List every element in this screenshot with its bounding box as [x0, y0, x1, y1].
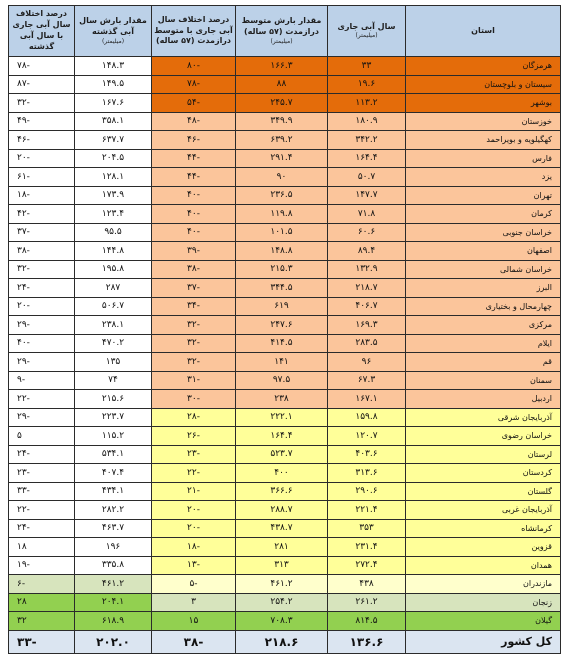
last-year-cell: ۶۱۸.۹	[75, 612, 152, 631]
longterm-cell: ۲۹۱.۴	[236, 149, 328, 168]
header-diff-vs-last-year: درصد اختلاف سال آبی جاری با سال آبی گذشته	[9, 6, 75, 57]
province-cell: گیلان	[406, 612, 561, 631]
province-cell: کهگیلویه و بویراحمد	[406, 131, 561, 150]
province-cell: خوزستان	[406, 112, 561, 131]
diff-longterm-cell: -۳۰	[152, 390, 236, 409]
last-year-cell: ۳۵۸.۱	[75, 112, 152, 131]
table-row	[9, 260, 561, 279]
last-year-cell: ۲۲۳.۷	[75, 408, 152, 427]
diff-longterm-cell: -۵	[152, 575, 236, 594]
last-year-cell: ۱۷۳.۹	[75, 186, 152, 205]
current-cell: ۱۸۰.۹	[328, 112, 406, 131]
table-row	[9, 538, 561, 557]
province-cell: ایلام	[406, 334, 561, 353]
table-row	[9, 427, 561, 446]
diff-longterm-cell: -۳۹	[152, 242, 236, 261]
table-row	[9, 168, 561, 187]
diff-last-cell: -۶۱	[9, 168, 75, 187]
current-cell: ۲۸۳.۵	[328, 334, 406, 353]
diff-last-cell: -۳۷	[9, 223, 75, 242]
table-row	[9, 482, 561, 501]
longterm-cell: ۶۱۹	[236, 297, 328, 316]
province-cell: کرمانشاه	[406, 519, 561, 538]
diff-longterm-cell: -۳۸	[152, 260, 236, 279]
longterm-cell: ۳۱۳	[236, 556, 328, 575]
current-cell: ۲۲۱.۴	[328, 501, 406, 520]
table-row	[9, 445, 561, 464]
current-cell: ۴۳۸	[328, 575, 406, 594]
diff-last-cell: -۳۸	[9, 242, 75, 261]
header-longterm-average: مقدار بارش متوسط درازمدت (۵۷ ساله) (میلیمتر)	[236, 6, 328, 57]
current-cell: ۲۹۰.۶	[328, 482, 406, 501]
table-row	[9, 94, 561, 113]
province-cell: لرستان	[406, 445, 561, 464]
table-row	[9, 519, 561, 538]
diff-longterm-cell: -۷۸	[152, 75, 236, 94]
province-cell: کرمان	[406, 205, 561, 224]
last-year-cell: ۲۰۴.۱	[75, 593, 152, 612]
diff-longterm-cell: ۳	[152, 593, 236, 612]
longterm-cell: ۳۴۹.۹	[236, 112, 328, 131]
diff-longterm-cell: -۴۴	[152, 168, 236, 187]
province-cell: آذربایجان غربی	[406, 501, 561, 520]
diff-last-cell: -۳۲	[9, 94, 75, 113]
diff-longterm-cell: ۱۵	[152, 612, 236, 631]
diff-longterm-cell: -۳۲	[152, 353, 236, 372]
diff-last-cell: -۲۴	[9, 279, 75, 298]
longterm-cell: ۸۸	[236, 75, 328, 94]
longterm-cell: ۲۳۶.۵	[236, 186, 328, 205]
diff-longterm-cell: -۳۴	[152, 297, 236, 316]
current-cell: ۳۱۳.۶	[328, 464, 406, 483]
diff-last-cell: -۴۹	[9, 112, 75, 131]
province-cell: اصفهان	[406, 242, 561, 261]
table-row	[9, 353, 561, 372]
current-cell: ۹۶	[328, 353, 406, 372]
diff-last-cell: ۳۲	[9, 612, 75, 631]
current-cell: ۴۰۳.۶	[328, 445, 406, 464]
diff-last-cell: -۳۲	[9, 260, 75, 279]
last-year-cell: ۶۳۷.۷	[75, 131, 152, 150]
diff-last-cell: -۶	[9, 575, 75, 594]
table-row	[9, 223, 561, 242]
province-cell: سیستان و بلوچستان	[406, 75, 561, 94]
province-cell: قم	[406, 353, 561, 372]
diff-last-cell: -۱۹	[9, 556, 75, 575]
longterm-cell: ۹۷.۵	[236, 371, 328, 390]
diff-longterm-cell: -۲۱	[152, 482, 236, 501]
longterm-cell: ۱۱۹.۸	[236, 205, 328, 224]
current-cell: ۸۹.۴	[328, 242, 406, 261]
total-province-cell: کل کشور	[406, 630, 561, 653]
last-year-cell: ۵۰۶.۷	[75, 297, 152, 316]
province-cell: سمنان	[406, 371, 561, 390]
last-year-cell: ۱۴۹.۵	[75, 75, 152, 94]
longterm-cell: ۲۸۱	[236, 538, 328, 557]
longterm-cell: ۴۰۰	[236, 464, 328, 483]
longterm-cell: ۲۱۵.۳	[236, 260, 328, 279]
rainfall-table	[8, 5, 561, 654]
province-cell: خراسان جنوبی	[406, 223, 561, 242]
current-cell: ۸۱۴.۵	[328, 612, 406, 631]
diff-longterm-cell: -۴۰	[152, 205, 236, 224]
table-row	[9, 297, 561, 316]
longterm-cell: ۴۶۱.۲	[236, 575, 328, 594]
diff-last-cell: -۲۲	[9, 390, 75, 409]
diff-last-cell: -۴۶	[9, 131, 75, 150]
diff-longterm-cell: -۲۲	[152, 464, 236, 483]
longterm-cell: ۱۰۱.۵	[236, 223, 328, 242]
diff-last-cell: -۲۳	[9, 464, 75, 483]
diff-longterm-cell: -۲۰	[152, 501, 236, 520]
diff-longterm-cell: -۴۴	[152, 149, 236, 168]
header-last-year: مقدار بارش سال آبی گذشته (میلیمتر)	[75, 6, 152, 57]
longterm-cell: ۷۰۸.۳	[236, 612, 328, 631]
diff-longterm-cell: -۳۱	[152, 371, 236, 390]
province-cell: البرز	[406, 279, 561, 298]
diff-last-cell: -۲۴	[9, 445, 75, 464]
table-row	[9, 149, 561, 168]
last-year-cell: ۱۴۸.۳	[75, 57, 152, 76]
last-year-cell: ۴۶۳.۷	[75, 519, 152, 538]
diff-last-cell: -۲۰	[9, 149, 75, 168]
header-row	[9, 6, 561, 57]
diff-longterm-cell: -۱۳	[152, 556, 236, 575]
table-row	[9, 205, 561, 224]
table-row	[9, 316, 561, 335]
last-year-cell: ۱۲۸.۱	[75, 168, 152, 187]
current-cell: ۳۵۳	[328, 519, 406, 538]
header-diff-vs-longterm: درصد اختلاف سال آبی جاری با متوسط درازمدت (۵۷ ساله)	[152, 6, 236, 57]
longterm-cell: ۱۶۴.۴	[236, 427, 328, 446]
table-row	[9, 75, 561, 94]
current-cell: ۲۳۱.۴	[328, 538, 406, 557]
diff-last-cell: -۱۸	[9, 186, 75, 205]
table-row	[9, 593, 561, 612]
diff-last-cell: -۲۹	[9, 408, 75, 427]
total-diff-longterm-cell: -۳۸	[152, 630, 236, 653]
diff-longterm-cell: -۴۰	[152, 223, 236, 242]
diff-last-cell: -۳۳	[9, 482, 75, 501]
total-last-year-cell: ۲۰۲.۰	[75, 630, 152, 653]
longterm-cell: ۳۶۶.۶	[236, 482, 328, 501]
province-cell: هرمزگان	[406, 57, 561, 76]
current-cell: ۱۳۲.۹	[328, 260, 406, 279]
last-year-cell: ۴۳۴.۱	[75, 482, 152, 501]
table-row	[9, 575, 561, 594]
table-row	[9, 390, 561, 409]
table-row	[9, 371, 561, 390]
diff-last-cell: -۲۹	[9, 316, 75, 335]
province-cell: آذربایجان شرقی	[406, 408, 561, 427]
diff-longterm-cell: -۴۰	[152, 186, 236, 205]
province-cell: مرکزی	[406, 316, 561, 335]
diff-longterm-cell: -۳۲	[152, 334, 236, 353]
current-cell: ۶۷.۳	[328, 371, 406, 390]
last-year-cell: ۴۷۰.۲	[75, 334, 152, 353]
diff-last-cell: -۴۰	[9, 334, 75, 353]
diff-longterm-cell: -۲۶	[152, 427, 236, 446]
last-year-cell: ۴۰۷.۴	[75, 464, 152, 483]
diff-last-cell: -۷۸	[9, 57, 75, 76]
longterm-cell: ۲۵۴.۲	[236, 593, 328, 612]
current-cell: ۶۰.۶	[328, 223, 406, 242]
longterm-cell: ۲۲۲.۱	[236, 408, 328, 427]
longterm-cell: ۱۶۶.۳	[236, 57, 328, 76]
diff-longterm-cell: -۴۸	[152, 112, 236, 131]
diff-last-cell: ۱۸	[9, 538, 75, 557]
table-row	[9, 408, 561, 427]
table-row	[9, 612, 561, 631]
province-cell: خراسان شمالی	[406, 260, 561, 279]
current-cell: ۱۶۹.۳	[328, 316, 406, 335]
current-cell: ۷۱.۸	[328, 205, 406, 224]
province-cell: فارس	[406, 149, 561, 168]
province-cell: بوشهر	[406, 94, 561, 113]
longterm-cell: ۲۸۸.۷	[236, 501, 328, 520]
current-cell: ۱۴۷.۷	[328, 186, 406, 205]
diff-longterm-cell: -۲۸	[152, 408, 236, 427]
last-year-cell: ۱۳۵	[75, 353, 152, 372]
total-current-cell: ۱۳۶.۶	[328, 630, 406, 653]
diff-last-cell: -۴۲	[9, 205, 75, 224]
last-year-cell: ۹۵.۵	[75, 223, 152, 242]
last-year-cell: ۲۸۷	[75, 279, 152, 298]
last-year-cell: ۲۱۵.۶	[75, 390, 152, 409]
diff-last-cell: -۸۷	[9, 75, 75, 94]
table-row	[9, 501, 561, 520]
table-row	[9, 464, 561, 483]
diff-longterm-cell: -۱۸	[152, 538, 236, 557]
diff-last-cell: -۲۴	[9, 519, 75, 538]
last-year-cell: ۲۳۸.۱	[75, 316, 152, 335]
longterm-cell: ۲۳۸	[236, 390, 328, 409]
diff-longterm-cell: -۲۰	[152, 519, 236, 538]
province-cell: قزوین	[406, 538, 561, 557]
province-cell: تهران	[406, 186, 561, 205]
diff-longterm-cell: -۳۷	[152, 279, 236, 298]
last-year-cell: ۱۹۶	[75, 538, 152, 557]
current-cell: ۲۶۱.۲	[328, 593, 406, 612]
current-cell: ۱۶۴.۴	[328, 149, 406, 168]
table-row	[9, 334, 561, 353]
longterm-cell: ۱۴۱	[236, 353, 328, 372]
total-longterm-cell: ۲۱۸.۶	[236, 630, 328, 653]
table-row	[9, 57, 561, 76]
last-year-cell: ۳۳۵.۸	[75, 556, 152, 575]
diff-longterm-cell: -۵۴	[152, 94, 236, 113]
table-row	[9, 279, 561, 298]
province-cell: اردبیل	[406, 390, 561, 409]
current-cell: ۱۱۳.۲	[328, 94, 406, 113]
province-cell: گلستان	[406, 482, 561, 501]
last-year-cell: ۱۲۳.۴	[75, 205, 152, 224]
province-cell: چهارمحال و بختیاری	[406, 297, 561, 316]
province-cell: کردستان	[406, 464, 561, 483]
longterm-cell: ۳۴۴.۵	[236, 279, 328, 298]
longterm-cell: ۴۱۴.۵	[236, 334, 328, 353]
current-cell: ۳۴۲.۲	[328, 131, 406, 150]
diff-longterm-cell: -۲۳	[152, 445, 236, 464]
last-year-cell: ۲۰۴.۵	[75, 149, 152, 168]
diff-last-cell: -۲۲	[9, 501, 75, 520]
last-year-cell: ۲۸۲.۲	[75, 501, 152, 520]
current-cell: ۱۹.۶	[328, 75, 406, 94]
longterm-cell: ۴۳۸.۷	[236, 519, 328, 538]
total-row	[9, 630, 561, 653]
header-current-year: سال آبی جاری (میلیمتر)	[328, 6, 406, 57]
longterm-cell: ۱۴۸.۸	[236, 242, 328, 261]
longterm-cell: ۲۴۵.۷	[236, 94, 328, 113]
table-body	[9, 57, 561, 631]
longterm-cell: ۹۰	[236, 168, 328, 187]
province-cell: همدان	[406, 556, 561, 575]
current-cell: ۲۷۲.۴	[328, 556, 406, 575]
last-year-cell: ۱۶۷.۶	[75, 94, 152, 113]
diff-longterm-cell: -۸۰	[152, 57, 236, 76]
total-diff-last-cell: -۳۳	[9, 630, 75, 653]
province-cell: خراسان رضوی	[406, 427, 561, 446]
current-cell: ۱۲۰.۷	[328, 427, 406, 446]
diff-longterm-cell: -۴۶	[152, 131, 236, 150]
header-province: استان	[406, 6, 561, 57]
current-cell: ۱۵۹.۸	[328, 408, 406, 427]
diff-last-cell: ۲۸	[9, 593, 75, 612]
province-cell: مازندران	[406, 575, 561, 594]
current-cell: ۱۶۷.۱	[328, 390, 406, 409]
last-year-cell: ۱۱۵.۲	[75, 427, 152, 446]
diff-last-cell: -۹	[9, 371, 75, 390]
diff-last-cell: -۲۹	[9, 353, 75, 372]
diff-last-cell: ۵	[9, 427, 75, 446]
diff-longterm-cell: -۳۲	[152, 316, 236, 335]
current-cell: ۴۰۶.۷	[328, 297, 406, 316]
diff-last-cell: -۲۰	[9, 297, 75, 316]
longterm-cell: ۵۲۳.۷	[236, 445, 328, 464]
province-cell: یزد	[406, 168, 561, 187]
current-cell: ۳۳	[328, 57, 406, 76]
last-year-cell: ۱۴۴.۸	[75, 242, 152, 261]
longterm-cell: ۲۴۷.۶	[236, 316, 328, 335]
table-row	[9, 556, 561, 575]
current-cell: ۵۰.۷	[328, 168, 406, 187]
current-cell: ۲۱۸.۷	[328, 279, 406, 298]
province-cell: زنجان	[406, 593, 561, 612]
longterm-cell: ۶۳۹.۲	[236, 131, 328, 150]
table-row	[9, 131, 561, 150]
last-year-cell: ۴۶۱.۲	[75, 575, 152, 594]
last-year-cell: ۱۹۵.۸	[75, 260, 152, 279]
table-row	[9, 242, 561, 261]
table-row	[9, 186, 561, 205]
last-year-cell: ۵۳۴.۱	[75, 445, 152, 464]
table-row	[9, 112, 561, 131]
last-year-cell: ۷۴	[75, 371, 152, 390]
